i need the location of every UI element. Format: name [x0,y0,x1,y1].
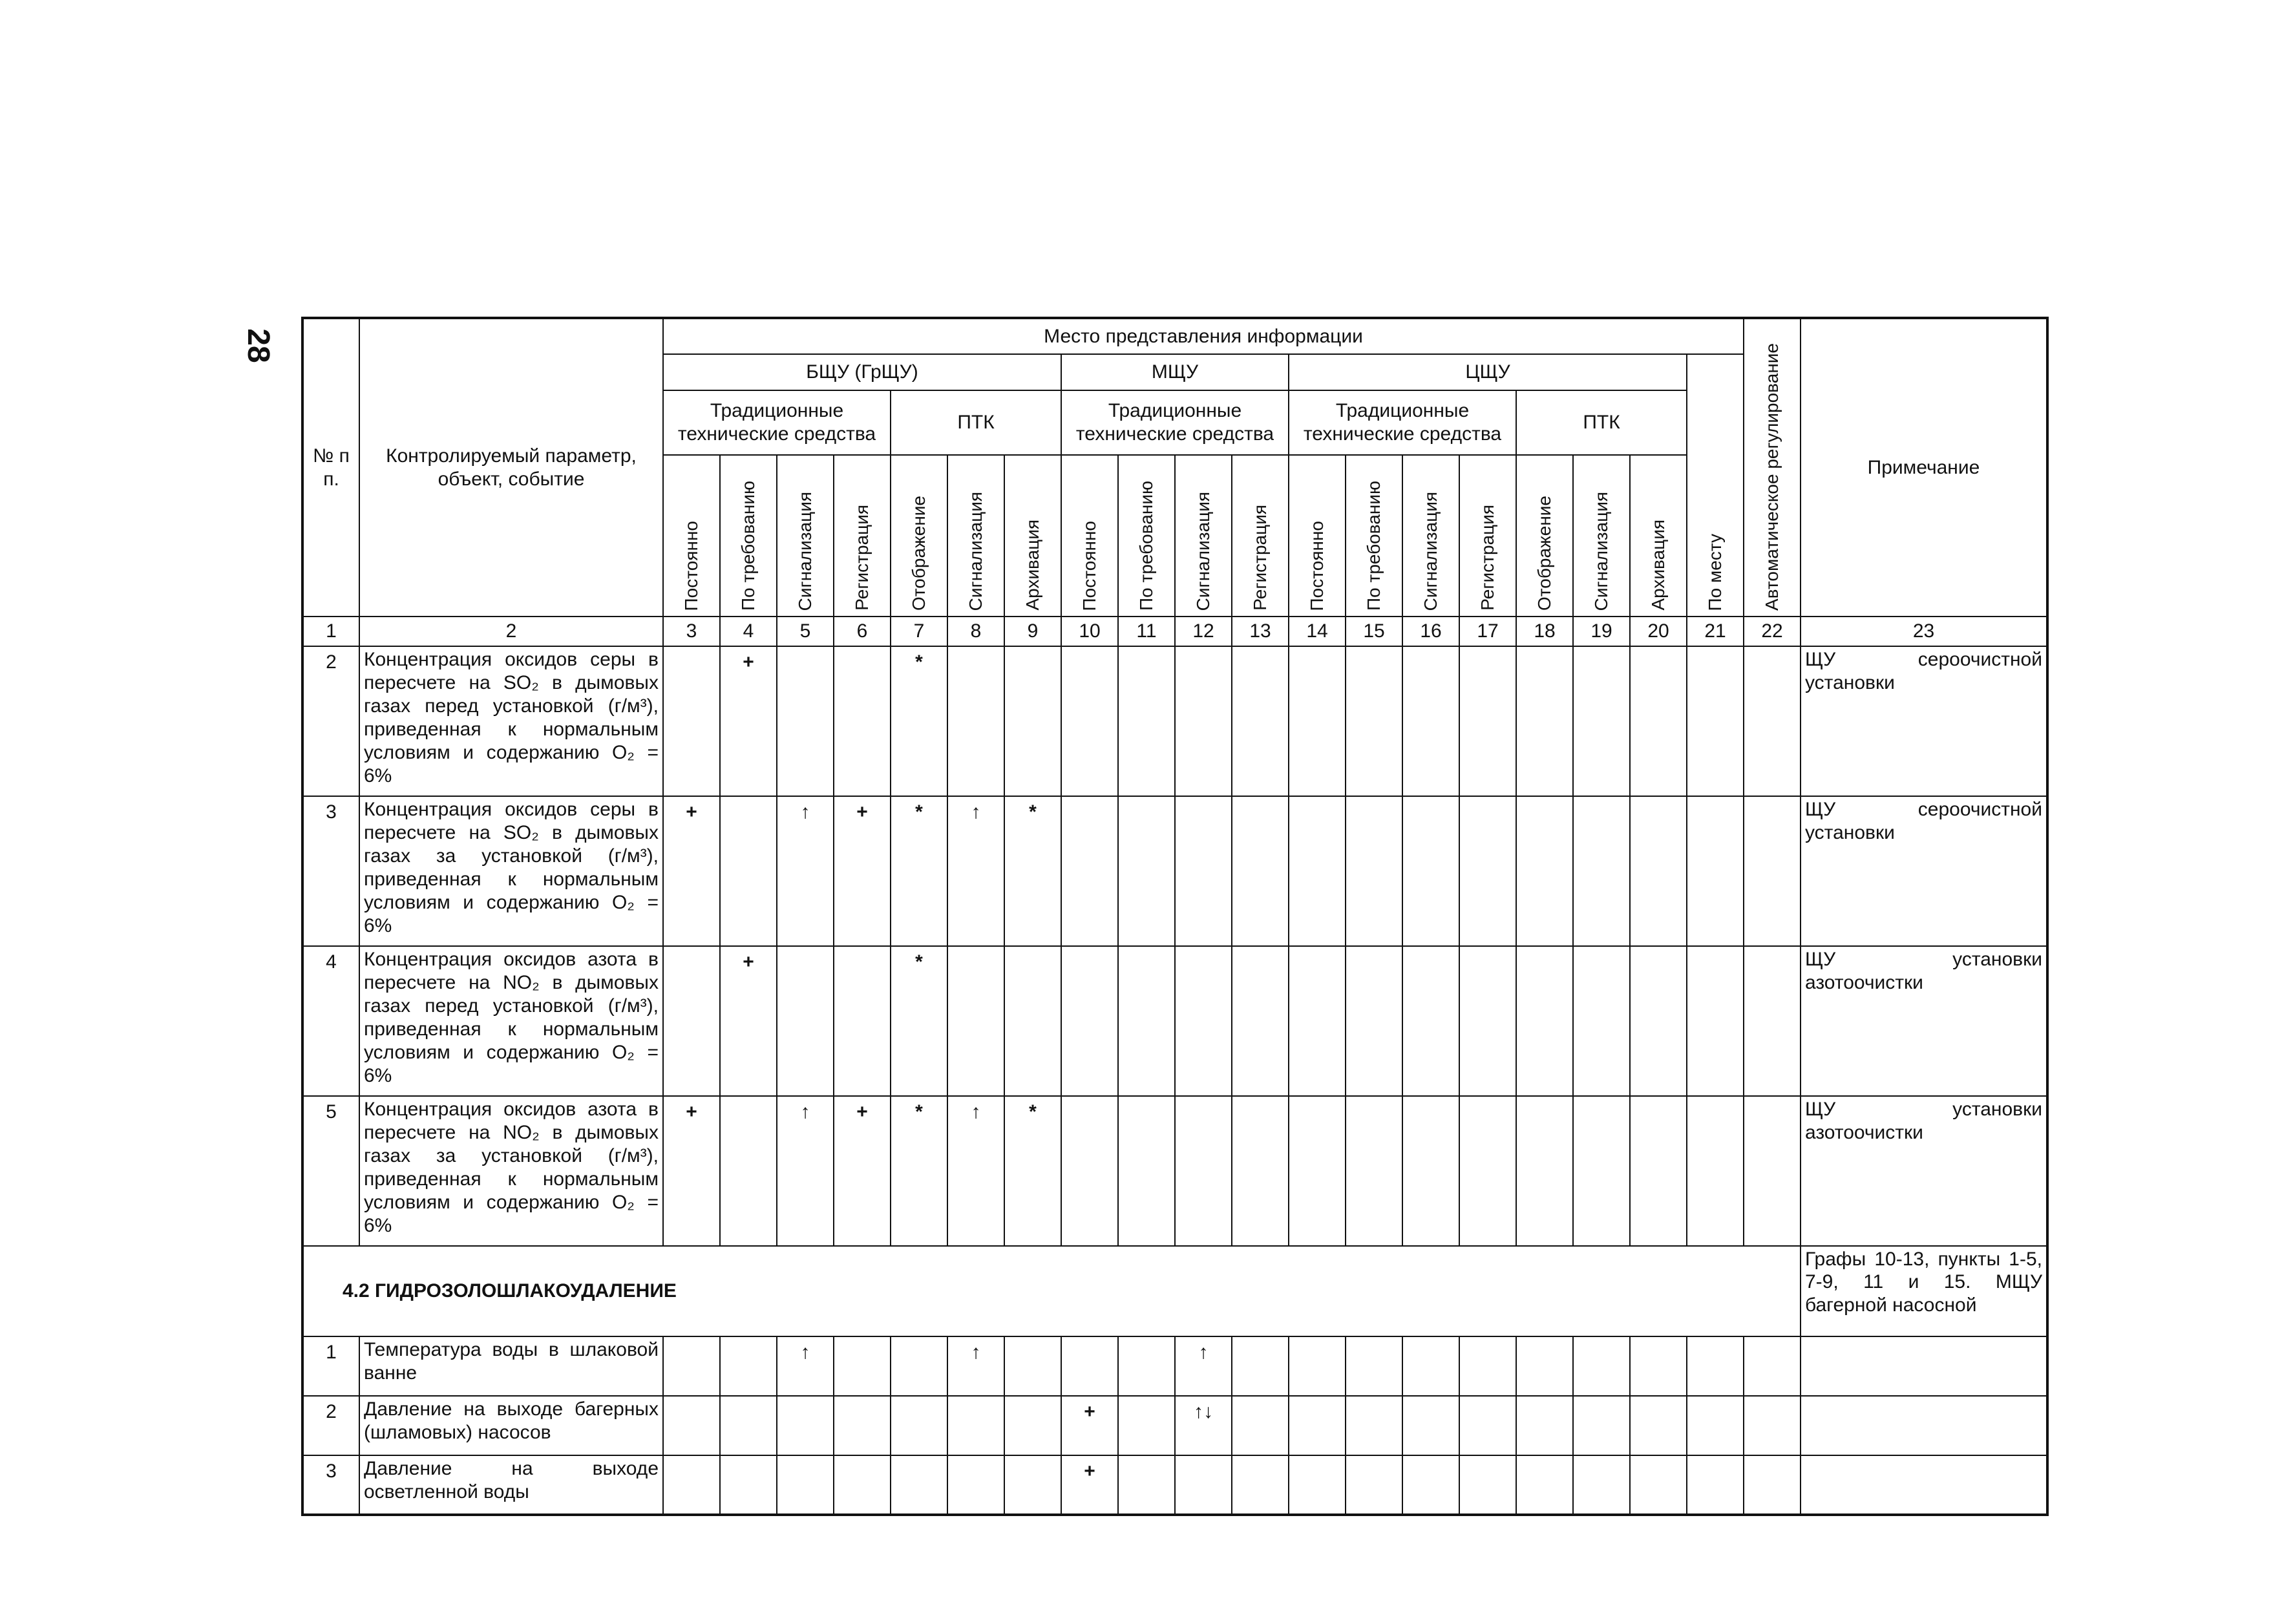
column-number: 20 [1630,617,1687,646]
cell-col-8: ↑ [947,1096,1004,1246]
header-col-8: Сигнализация [947,455,1004,617]
row-number: 2 [302,646,359,796]
header-col-6: Регистрация [834,455,891,617]
header-col-19: Сигнализация [1573,455,1630,617]
table-row [302,1396,2047,1455]
cell-col-6 [834,646,891,796]
section-note: Графы 10-13, пункты 1-5, 7-9, 11 и 15. МЩУ багерной насосной [1801,1246,2047,1336]
table-row [302,946,2047,1096]
column-number: 7 [891,617,947,646]
row-number: 1 [302,1336,359,1396]
header-cschu: ЦЩУ [1289,354,1687,390]
row-note: ЩУ сероочистной установки [1801,796,2047,946]
cell-col-4 [720,1096,777,1246]
row-number: 4 [302,946,359,1096]
row-note: ЩУ сероочистной установки [1801,646,2047,796]
cell-col-8 [947,946,1004,1096]
cell-col-3 [663,946,720,1096]
cell-col-5 [777,1396,834,1455]
table-row [302,1096,2047,1246]
row-parameter: Концентрация оксидов азота в пересчете на NO₂ в дымовых газах за установкой (г/м³), приведенная к нормальным условиям и содержанию O₂ = 6% [359,1096,663,1246]
column-number: 8 [947,617,1004,646]
cell-col-10: + [1061,1396,1118,1455]
cell-col-8 [947,1455,1004,1515]
header-col-15: По требованию [1346,455,1402,617]
row-number: 2 [302,1396,359,1455]
header-col-12: Сигнализация [1175,455,1232,617]
header-col-14: Постоянно [1289,455,1346,617]
row-parameter: Температура воды в шлаковой ванне [359,1336,663,1396]
row-number: 3 [302,1455,359,1515]
cell-col-5: ↑ [777,1096,834,1246]
column-number: 17 [1459,617,1516,646]
row-parameter: Концентрация оксидов азота в пересчете на NO₂ в дымовых газах перед установкой (г/м³), приведенная к нормальным условиям и содержанию O₂ = 6% [359,946,663,1096]
cell-col-10: + [1061,1455,1118,1515]
table-row [302,646,2047,796]
column-number: 9 [1004,617,1061,646]
cell-col-12 [1175,1455,1232,1515]
column-number: 11 [1118,617,1175,646]
cell-col-9 [1004,646,1061,796]
header-col-18: Отображение [1516,455,1573,617]
row-parameter: Концентрация оксидов серы в пересчете на SO₂ в дымовых газах перед установкой (г/м³), приведенная к нормальным условиям и содержанию O₂ = 6% [359,646,663,796]
column-number: 10 [1061,617,1118,646]
cell-col-9 [1004,946,1061,1096]
column-number: 22 [1744,617,1801,646]
control-parameters-table [301,317,2049,1516]
header-col-9: Архивация [1004,455,1061,617]
cell-col-12: ↑↓ [1175,1396,1232,1455]
table-row [302,1455,2047,1515]
cell-col-7: * [891,1096,947,1246]
column-number: 1 [302,617,359,646]
row-number: 5 [302,1096,359,1246]
header-param: Контролируемый параметр, объект, событие [359,318,663,617]
cell-col-3: + [663,796,720,946]
cell-col-5: ↑ [777,796,834,946]
header-col-11: По требованию [1118,455,1175,617]
cell-col-5: ↑ [777,1336,834,1396]
header-col-16: Сигнализация [1402,455,1459,617]
cell-col-4: + [720,946,777,1096]
row-parameter: Давление на выходе багерных (шламовых) насосов [359,1396,663,1455]
column-number: 18 [1516,617,1573,646]
header-col-5: Сигнализация [777,455,834,617]
column-number: 16 [1402,617,1459,646]
header-mschu: МЩУ [1061,354,1289,390]
header-col-3: Постоянно [663,455,720,617]
cell-col-10 [1061,1336,1118,1396]
header-auto-reg: Автоматическое регулирование [1744,318,1801,617]
row-parameter: Концентрация оксидов серы в пересчете на SO₂ в дымовых газах за установкой (г/м³), приведенная к нормальным условиям и содержанию O₂ = 6% [359,796,663,946]
cell-col-9: * [1004,796,1061,946]
header-col-20: Архивация [1630,455,1687,617]
column-number: 23 [1801,617,2047,646]
cell-col-8 [947,646,1004,796]
header-col-4: По требованию [720,455,777,617]
cell-col-12: ↑ [1175,1336,1232,1396]
section-row [302,1246,2047,1336]
section-title: 4.2 ГИДРОЗОЛОШЛАКОУДАЛЕНИЕ [302,1246,1801,1336]
header-col-17: Регистрация [1459,455,1516,617]
header-mschu-trad: Традиционные технические средства [1061,390,1289,455]
column-number: 21 [1687,617,1744,646]
cell-col-6: + [834,1096,891,1246]
column-number: 5 [777,617,834,646]
table-row [302,1336,2047,1396]
column-number: 3 [663,617,720,646]
header-col-13: Регистрация [1232,455,1289,617]
cell-col-5 [777,946,834,1096]
header-cschu-trad: Традиционные технические средства [1289,390,1516,455]
row-note: ЩУ установки азотоочистки [1801,946,2047,1096]
cell-col-4: + [720,646,777,796]
cell-col-7: * [891,946,947,1096]
column-number: 19 [1573,617,1630,646]
column-number: 4 [720,617,777,646]
column-number: 2 [359,617,663,646]
cell-col-9: * [1004,1096,1061,1246]
header-place: Место представления информации [663,318,1744,354]
column-number: 14 [1289,617,1346,646]
header-col-7: Отображение [891,455,947,617]
header-bschu-trad: Традиционные технические средства [663,390,891,455]
header-note: Примечание [1801,318,2047,617]
header-num: № п п. [302,318,359,617]
header-po-mestu: По месту [1687,354,1744,617]
cell-col-6 [834,946,891,1096]
cell-col-3: + [663,1096,720,1246]
row-parameter: Давление на выходе осветленной воды [359,1455,663,1515]
column-number-row [302,617,2047,646]
column-number: 12 [1175,617,1232,646]
row-note: ЩУ установки азотоочистки [1801,1096,2047,1246]
header-cschu-ptk: ПТК [1516,390,1687,455]
column-number: 15 [1346,617,1402,646]
cell-col-8: ↑ [947,1336,1004,1396]
table-row [302,796,2047,946]
cell-col-7: * [891,646,947,796]
cell-col-7: * [891,796,947,946]
cell-col-4 [720,796,777,946]
row-number: 3 [302,796,359,946]
column-number: 6 [834,617,891,646]
column-number: 13 [1232,617,1289,646]
cell-col-8: ↑ [947,796,1004,946]
cell-col-3 [663,646,720,796]
header-col-10: Постоянно [1061,455,1118,617]
cell-col-6: + [834,796,891,946]
header-bschu-ptk: ПТК [891,390,1061,455]
header-bschu: БЩУ (ГрЩУ) [663,354,1061,390]
cell-col-5 [777,1455,834,1515]
cell-col-8 [947,1396,1004,1455]
page-number: 28 [241,328,276,363]
cell-col-5 [777,646,834,796]
